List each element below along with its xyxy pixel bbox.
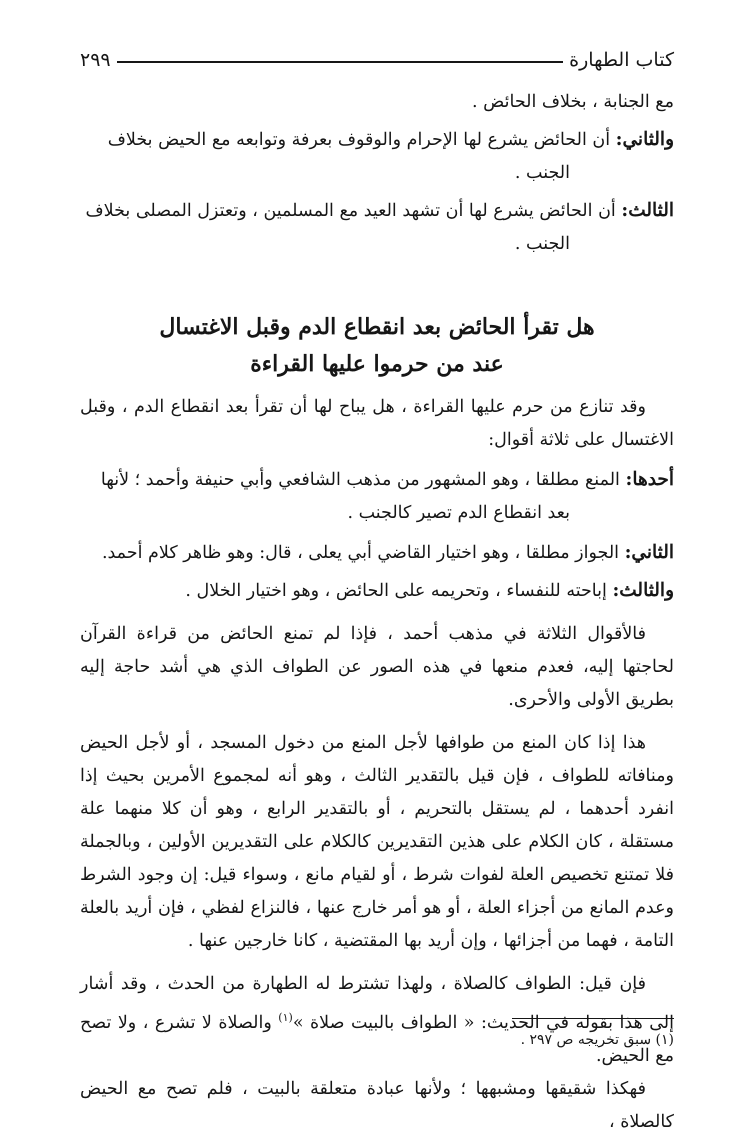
opinion-first-text: [80, 463, 674, 497]
prohibition-paragraph: هذا إذا كان المنع من طوافها لأجل المنع من دخول المسجد ، أو لأجل الحيض ومنافاته للطواف ، فإن قيل بالتقدير الثالث ، وهو أنه لمجموع الأمرين بحيث إذا انفرد أحدهما ، لم يستقل بالتحريم ، أو بالتقدير الرابع ، وهو أن كلا منهما علة مستقلة ، كان الكلام على هذين التقديرين كالكلام على التقديرين الأولين ، وبالجملة فلا تمتنع تخصيص العلة لفوات شرط ، أو لقيام مانع ، وسواء قيل: إن وجود الشرط وعدم المانع من أجزاء العلة ، أو هو أمر خارج عنها ، فالنزاع لفظي ، فإن أريد بالعلة التامة ، فهما من أجزائها ، وإن أريد بها المقتضية ، كانا خارجين عنها .: [80, 733, 674, 951]
three-opinions-paragraph: فالأقوال الثلاثة في مذهب أحمد ، فإذا لم تمنع الحائض من قراءة القرآن لحاجتها إليه، فعدم منعها في هذه الصور عن الطواف الذي هي أشد حاجة إليه بطريق الأولى والأحرى.: [80, 624, 674, 710]
opinion-third-label: والثالث:: [612, 580, 674, 601]
opinion-first-label: أحدها:: [625, 469, 674, 490]
running-header: [80, 44, 674, 76]
third-label: الثالث:: [621, 200, 674, 221]
heading-line-1: هل تقرأ الحائض بعد انقطاع الدم وقبل الاغتسال: [159, 314, 595, 340]
opinion-first: [80, 463, 674, 530]
opinion-third: [80, 574, 674, 608]
intro-line: مع الجنابة ، بخلاف الحائض .: [472, 92, 674, 112]
header-rule: [117, 61, 564, 63]
book-page: [80, 44, 674, 1132]
page-number: ٢٩٩: [80, 49, 111, 71]
objection-text-after: والصلاة لا تشرع ، ولا تصح مع الحيض.: [80, 1012, 674, 1066]
objection-text-before: فإن قيل: الطواف كالصلاة ، ولهذا تشترط له الطهارة من الحدث ، وقد أشار إلى هذا بقوله في الحديث: « الطواف بالبيت صلاة »: [80, 974, 674, 1033]
third-difference: [80, 194, 674, 261]
chapter-title: كتاب الطهارة: [569, 49, 674, 71]
second-difference-text: [80, 123, 674, 157]
opinion-second: [80, 536, 674, 570]
opinion-second-text: [80, 536, 674, 570]
objection-paragraph: [80, 968, 674, 1073]
opinion-third-text: [80, 574, 674, 608]
footnote: (١) سبق تخريجه ص ٢٩٧ .: [520, 1032, 674, 1048]
third-difference-text: [80, 194, 674, 228]
heading-line-2: عند من حرموا عليها القراءة: [250, 351, 504, 377]
opinion-second-body: الجواز مطلقا ، وهو اختيار القاضي أبي يعلى ، قال: وهو ظاهر كلام أحمد.: [101, 543, 620, 563]
opinion-first-continuation: بعد انقطاع الدم تصير كالجنب .: [347, 503, 570, 523]
footnote-rule: [512, 1018, 674, 1019]
section-heading: [80, 309, 674, 383]
opinion-first-body: المنع مطلقا ، وهو المشهور من مذهب الشافعي وأبي حنيفة وأحمد ؛ لأنها: [100, 470, 620, 490]
second-difference: [80, 123, 674, 190]
question-paragraph: وقد تنازع من حرم عليها القراءة ، هل يباح لها أن تقرأ بعد انقطاع الدم ، وقبل الاغتسال على ثلاثة أقوال:: [80, 397, 674, 450]
second-body: أن الحائض يشرع لها الإحرام والوقوف بعرفة وتوابعه مع الحيض بخلاف: [107, 130, 611, 150]
last-paragraph: فهكذا شقيقها ومشبهها ؛ ولأنها عبادة متعلقة بالبيت ، فلم تصح مع الحيض كالصلاة ،: [80, 1078, 674, 1132]
footnote-ref: (١): [278, 1011, 293, 1024]
second-continuation: الجنب .: [514, 163, 570, 183]
third-body: أن الحائض يشرع لها أن تشهد العيد مع المسلمين ، وتعتزل المصلى بخلاف: [85, 201, 616, 221]
opinion-second-label: الثاني:: [624, 542, 674, 563]
opinion-third-body: إباحته للنفساء ، وتحريمه على الحائض ، وهو اختيار الخلال .: [185, 581, 607, 601]
second-label: والثاني:: [615, 129, 674, 150]
third-continuation: الجنب .: [514, 234, 570, 254]
